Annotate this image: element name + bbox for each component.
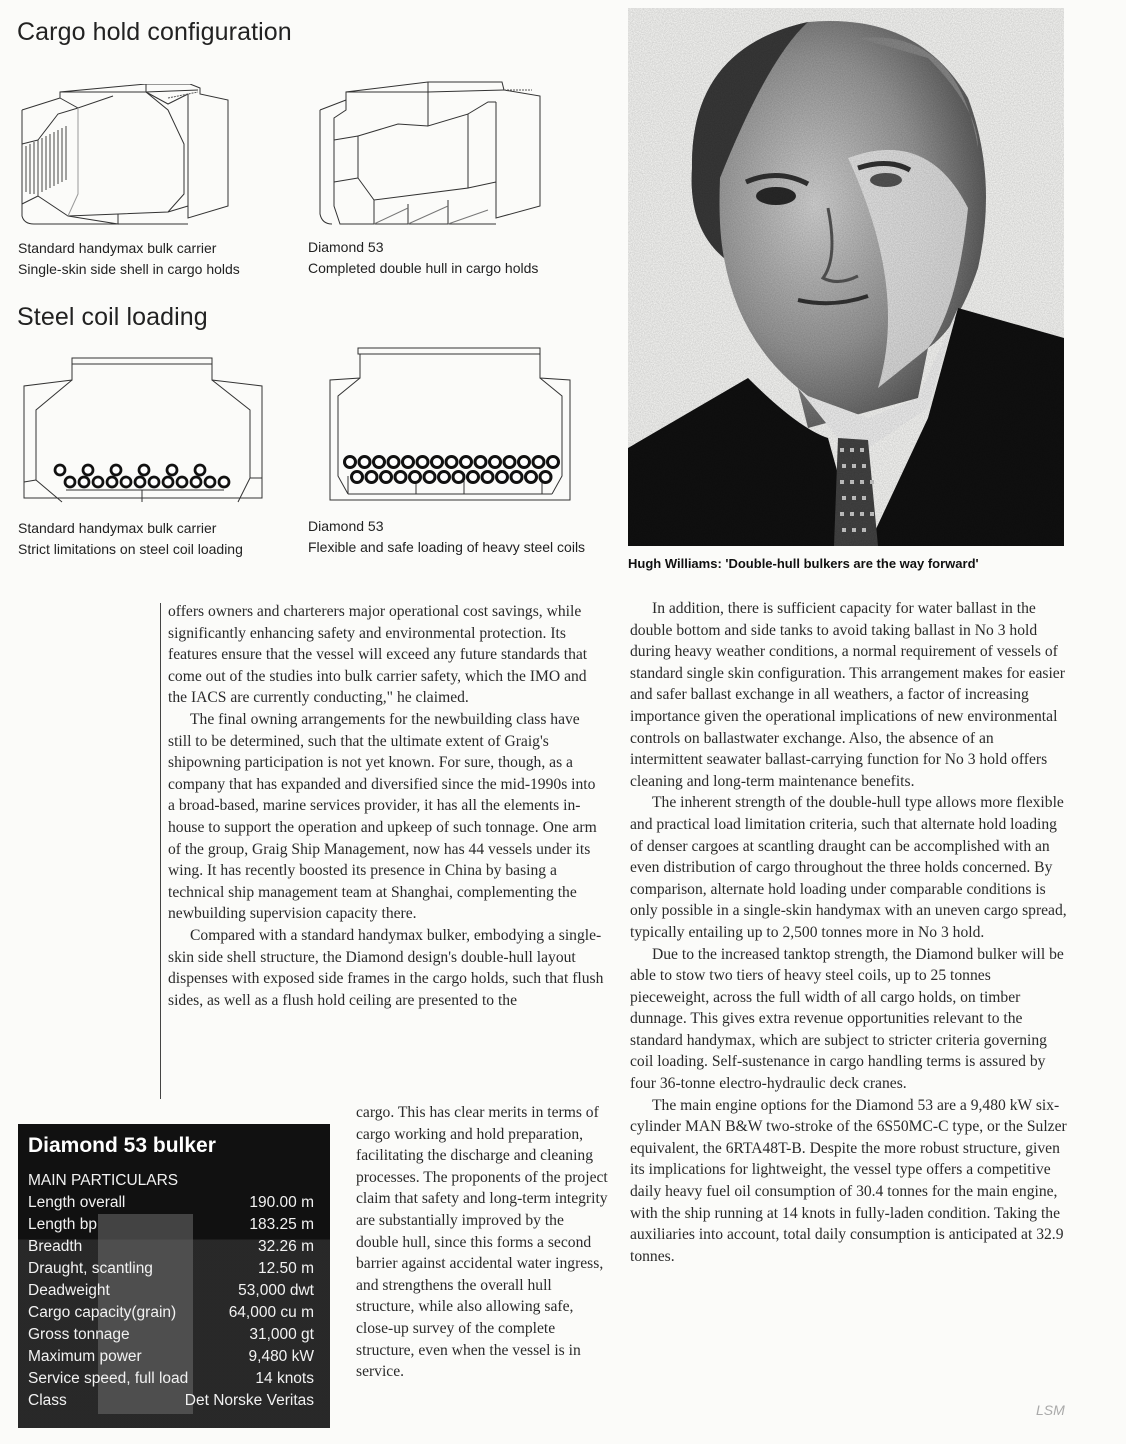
steel-coil-icon: [417, 457, 428, 468]
steel-coil-icon: [533, 457, 544, 468]
cargo-hold-right-caption: [308, 237, 538, 279]
steel-coil-icon: [79, 477, 89, 487]
spec-row: [28, 1368, 314, 1390]
steel-coil-icon: [410, 472, 421, 483]
steel-coil-left-caption: [18, 518, 243, 560]
specs-box: [18, 1124, 330, 1428]
steel-coil-icon: [504, 457, 515, 468]
steel-coil-right-caption: [308, 516, 585, 558]
caption-desc: Single-skin side shell in cargo holds: [18, 261, 240, 277]
caption-title: Diamond 53: [308, 518, 384, 534]
article-middle-column: [168, 601, 606, 1011]
steel-coil-icon: [511, 472, 522, 483]
steel-coil-icon: [526, 472, 537, 483]
steel-coil-icon: [121, 477, 131, 487]
steel-coil-icon: [540, 472, 551, 483]
paragraph: The main engine options for the Diamond 53 are a 9,480 kW six-cylinder MAN B&W two-stroke of the 6S50MC-C type, or the Sulzer equivalent, the 6RTA48T-B. Despite the more robust structure, given its implications for lightweight, the vessel type offers a competitive daily heavy fuel oil consumption of 30.4 tonnes for the main engine, with the ship running at 14 knots in fully-laden condition. Taking the auxiliaries into account, total daily consumption is anticipated at 32.9 tonnes.: [630, 1096, 1067, 1265]
spec-value: 32.26 m: [257, 1238, 314, 1255]
steel-coil-icon: [345, 457, 356, 468]
caption-desc: Flexible and safe loading of heavy steel coils: [308, 539, 586, 555]
steel-coil-icon: [439, 472, 450, 483]
spec-value: 53,000 dwt: [238, 1282, 314, 1299]
spec-label: Class: [28, 1392, 67, 1409]
spec-row: [28, 1214, 314, 1236]
specs-subtitle: MAIN PARTICULARS: [28, 1172, 179, 1189]
steel-coil-icon: [403, 457, 414, 468]
double-hull-hold-diagram: [318, 78, 542, 228]
steel-coil-icon: [461, 457, 472, 468]
spec-row: [28, 1346, 314, 1368]
steel-coil-icon: [366, 472, 377, 483]
steel-coil-icon: [93, 477, 103, 487]
caption-desc: Completed double hull in cargo holds: [308, 260, 539, 276]
portrait-photo: [628, 8, 1064, 546]
spec-label: Gross tonnage: [28, 1326, 130, 1343]
steel-coil-icon: [388, 457, 399, 468]
spec-label: Maximum power: [28, 1348, 142, 1365]
spec-value: 9,480 kW: [248, 1348, 314, 1365]
steel-coil-icon: [482, 472, 493, 483]
steel-coil-icon: [177, 477, 187, 487]
paragraph: Compared with a standard handymax bulker, embodying a single-skin side shell structure, the Diamond design's double-hull layout dispenses with exposed side frames in the cargo holds, such that flush sides, as well as a flush hold ceiling are presented to the: [168, 926, 604, 1009]
single-skin-hold-diagram: [18, 84, 232, 226]
spec-row: [28, 1390, 314, 1412]
steel-coil-icon: [359, 457, 370, 468]
spec-label: Draught, scantling: [28, 1260, 153, 1277]
article-middle-column-continued: [356, 1102, 610, 1383]
spec-value: 14 knots: [255, 1370, 314, 1387]
steel-coil-icon: [163, 477, 173, 487]
steel-coil-icon: [195, 465, 205, 475]
steel-coil-icon: [424, 472, 435, 483]
paragraph: Due to the increased tanktop strength, the Diamond bulker will be able to stow two tiers of heavy steel coils, up to 25 tonnes pieceweight, across the full width of all cargo holds, on timber dunnage. This gives extra revenue opportunities relevant to the standard handymax, which are subject to stricter criteria governing coil loading. Self-sustenance in cargo handling terms is assured by four 36-tonne electro-hydraulic deck cranes.: [630, 945, 1064, 1093]
steel-coil-icon: [55, 465, 65, 475]
spec-label: Length overall: [28, 1194, 126, 1211]
spec-row: [28, 1258, 314, 1280]
photo-caption: Hugh Williams: 'Double-hull bulkers are the way forward': [628, 556, 979, 571]
spec-row: [28, 1280, 314, 1302]
steel-coil-icon: [352, 472, 363, 483]
specs-title: Diamond 53 bulker: [28, 1134, 216, 1157]
steel-coil-icon: [519, 457, 530, 468]
steel-coil-icon: [135, 477, 145, 487]
double-hull-coil-diagram: [324, 344, 574, 506]
steel-coil-icon: [191, 477, 201, 487]
steel-coil-icon: [548, 457, 559, 468]
spec-value: 64,000 cu m: [228, 1304, 314, 1321]
single-skin-coil-diagram: [22, 352, 266, 504]
steel-coil-icon: [205, 477, 215, 487]
steel-coil-icon: [374, 457, 385, 468]
steel-coil-icon: [83, 465, 93, 475]
steel-coil-icon: [497, 472, 508, 483]
caption-title: Standard handymax bulk carrier: [18, 520, 217, 536]
paragraph: The final owning arrangements for the newbuilding class have still to be determined, such that the ultimate extent of Graig's shipowning participation is not yet known. For sure, though, as a company that has expanded and diversified since the mid-1990s into a broad-based, marine services provider, it has all the elements in-house to support the operation and upkeep of such tonnage. One arm of the group, Graig Ship Management, now has 44 vessels under its wing. It has recently boosted its presence in China by basing a technical ship management team at Shanghai, complementing the newbuilding supervision capacity there.: [168, 710, 597, 923]
caption-title: Standard handymax bulk carrier: [18, 240, 217, 256]
steel-coil-icon: [475, 457, 486, 468]
steel-coil-icon: [395, 472, 406, 483]
steel-coil-icon: [490, 457, 501, 468]
spec-value: 183.25 m: [249, 1216, 314, 1233]
spec-row: [28, 1236, 314, 1258]
steel-coil-icon: [468, 472, 479, 483]
steel-coil-icon: [167, 465, 177, 475]
spec-value: 31,000 gt: [249, 1326, 314, 1343]
steel-coil-icon: [453, 472, 464, 483]
caption-title: Diamond 53: [308, 239, 384, 255]
spec-row: [28, 1192, 314, 1214]
column-rule: [160, 603, 161, 1099]
spec-label: Cargo capacity(grain): [28, 1304, 177, 1321]
steel-coil-icon: [65, 477, 75, 487]
cargo-hold-title: Cargo hold configuration: [17, 18, 292, 46]
cargo-hold-left-caption: [18, 238, 240, 280]
article-right-column: [630, 598, 1070, 1267]
spec-value: Det Norske Veritas: [184, 1392, 314, 1409]
spec-label: Breadth: [28, 1238, 83, 1255]
steel-coil-icon: [107, 477, 117, 487]
steel-coil-icon: [432, 457, 443, 468]
steel-coil-icon: [149, 477, 159, 487]
spec-row: [28, 1324, 314, 1346]
steel-coil-title: Steel coil loading: [17, 303, 208, 331]
author-signature: LSM: [1036, 1402, 1065, 1418]
caption-desc: Strict limitations on steel coil loading: [18, 541, 243, 557]
paragraph: cargo. This has clear merits in terms of cargo working and hold preparation, facilitating the discharge and cleaning processes. The proponents of the project claim that safety and long-term integrity are substantially improved by the double hull, since this forms a second barrier against accidental water ingress, and strengthens the overall hull structure, while also allowing safe, close-up survey of the complete structure, even when the vessel is in service.: [356, 1104, 608, 1381]
spec-label: Service speed, full load: [28, 1370, 189, 1387]
steel-coil-icon: [446, 457, 457, 468]
spec-label: Deadweight: [28, 1282, 110, 1299]
spec-value: 190.00 m: [249, 1194, 314, 1211]
spec-label: Length bp: [28, 1216, 97, 1233]
steel-coil-icon: [381, 472, 392, 483]
spec-value: 12.50 m: [257, 1260, 314, 1277]
steel-coil-icon: [111, 465, 121, 475]
spec-row: [28, 1302, 314, 1324]
paragraph: offers owners and charterers major operational cost savings, while significantly enhancing safety and environmental protection. Its features ensure that the vessel will exceed any future standards that come out of the studies into bulk carrier safety, which the IMO and the IACS are currently conducting," he claimed.: [168, 603, 588, 707]
steel-coil-icon: [139, 465, 149, 475]
paragraph: In addition, there is sufficient capacity for water ballast in the double bottom and side tanks to avoid taking ballast in No 3 hold during heavy weather conditions, a normal requirement of vessels of standard single skin configuration. This arrangement makes for easier and safer ballast exchange in all weathers, a factor of increasing importance given the operational implications of new environmental controls on ballastwater exchange. Also, the absence of an intermittent seawater ballast-carrying function for No 3 hold offers cleaning and long-term maintenance benefits.: [630, 600, 1065, 790]
steel-coil-icon: [219, 477, 229, 487]
paragraph: The inherent strength of the double-hull type allows more flexible and practical load limitation criteria, such that alternate hold loading of denser cargoes at scantling draught can be accomplished with an even distribution of cargo throughout the three holds concerned. By comparison, alternate hold loading under comparable conditions is only possible in a single-skin handymax with an uneven cargo spread, typically entailing up to 2,500 tonnes more in No 3 hold.: [630, 794, 1067, 941]
